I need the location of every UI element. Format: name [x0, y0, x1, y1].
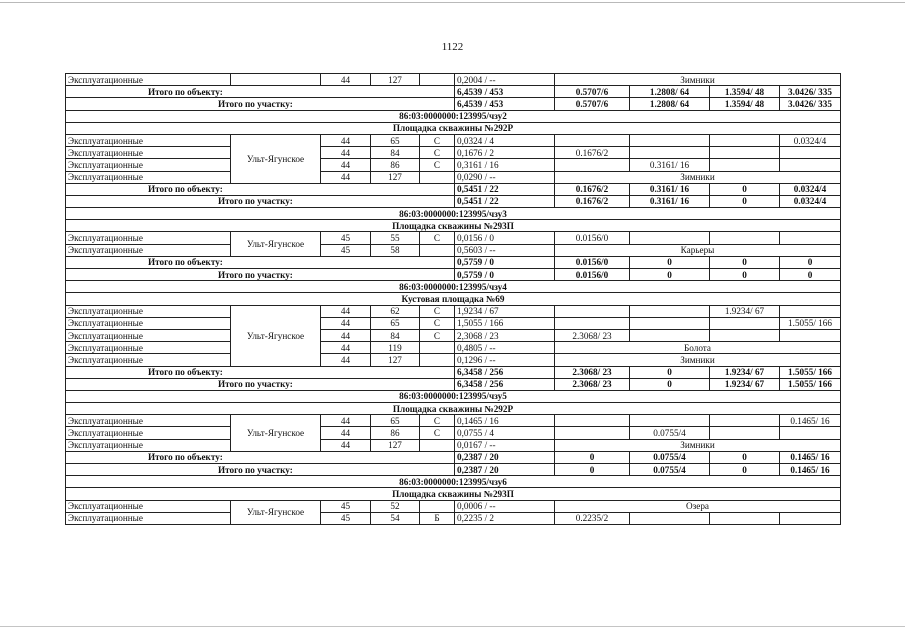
object-total-row [66, 86, 841, 98]
land-type-value-cell: 1.5055/ 166 [780, 317, 841, 329]
section-heading: 86:03:0000000:123995/чзу3 [66, 208, 841, 220]
land-type-cell: Карьеры [555, 244, 841, 256]
quarter-cell: 44 [321, 317, 371, 329]
lot-cell: 65 [371, 317, 420, 329]
plot-category-cell: Эксплуатационные [66, 244, 231, 256]
area-cell: 0,0006 / -- [455, 500, 555, 512]
plot-category-cell: Эксплуатационные [66, 147, 231, 159]
land-type-cell: Озера [555, 500, 841, 512]
land-type-value-cell: 0.1465/ 16 [780, 415, 841, 427]
forest-type-cell: С [420, 134, 455, 146]
object-total-row [66, 366, 841, 378]
lot-cell: 54 [371, 512, 420, 524]
section-heading: 86:03:0000000:123995/чзу5 [66, 390, 841, 402]
plot-category-cell: Эксплуатационные [66, 415, 231, 427]
total-label-cell: Итого по участку: [66, 378, 455, 390]
area-cell: 0,2004 / -- [455, 74, 555, 86]
land-type-value-cell [555, 415, 630, 427]
lot-cell: 86 [371, 159, 420, 171]
total-value-cell: 0,2387 / 20 [455, 464, 555, 476]
land-type-value-cell [555, 305, 630, 317]
lot-cell: 127 [371, 74, 420, 86]
table-row [66, 232, 841, 244]
land-type-value-cell [780, 159, 841, 171]
total-value-cell: 6,3458 / 256 [455, 378, 555, 390]
total-value-cell: 0.3161/ 16 [630, 195, 710, 207]
object-total-row [66, 183, 841, 195]
field-name-cell [231, 74, 321, 86]
field-name-cell: Ульт-Ягунское [231, 415, 321, 452]
land-type-value-cell [630, 305, 710, 317]
total-label-cell: Итого по объекту: [66, 256, 455, 268]
total-value-cell: 0.1676/2 [555, 195, 630, 207]
forest-type-cell: С [420, 415, 455, 427]
total-value-cell: 0,5759 / 0 [455, 269, 555, 281]
quarter-cell: 44 [321, 342, 371, 354]
plot-category-cell: Эксплуатационные [66, 329, 231, 341]
total-value-cell: 0 [710, 256, 780, 268]
total-value-cell: 2.3068/ 23 [555, 366, 630, 378]
forest-type-cell [420, 500, 455, 512]
quarter-cell: 45 [321, 232, 371, 244]
forest-type-cell: С [420, 232, 455, 244]
total-value-cell: 0.0324/4 [780, 183, 841, 195]
table-row [66, 134, 841, 146]
area-cell: 0,1676 / 2 [455, 147, 555, 159]
land-type-value-cell: 1.9234/ 67 [710, 305, 780, 317]
total-label-cell: Итого по объекту: [66, 183, 455, 195]
section-heading-row [66, 293, 841, 305]
plot-category-cell: Эксплуатационные [66, 305, 231, 317]
area-cell: 0,4805 / -- [455, 342, 555, 354]
total-value-cell: 0.0324/4 [780, 195, 841, 207]
total-value-cell: 0 [630, 378, 710, 390]
quarter-cell: 44 [321, 305, 371, 317]
total-value-cell: 0.5707/6 [555, 98, 630, 110]
plot-category-cell: Эксплуатационные [66, 512, 231, 524]
total-label-cell: Итого по объекту: [66, 451, 455, 463]
forest-type-cell [420, 439, 455, 451]
total-value-cell: 0.0156/0 [555, 256, 630, 268]
section-heading-row [66, 403, 841, 415]
plot-category-cell: Эксплуатационные [66, 500, 231, 512]
lot-cell: 119 [371, 342, 420, 354]
land-type-value-cell [630, 329, 710, 341]
land-type-value-cell: 0.1676/2 [555, 147, 630, 159]
land-type-value-cell [780, 232, 841, 244]
plot-category-cell: Эксплуатационные [66, 427, 231, 439]
forest-type-cell: С [420, 305, 455, 317]
area-cell: 0,0156 / 0 [455, 232, 555, 244]
section-heading: Площадка скважины №293П [66, 220, 841, 232]
plot-category-cell: Эксплуатационные [66, 354, 231, 366]
field-name-cell: Ульт-Ягунское [231, 232, 321, 256]
area-cell: 0,1465 / 16 [455, 415, 555, 427]
land-type-value-cell [630, 232, 710, 244]
total-value-cell: 0.1676/2 [555, 183, 630, 195]
section-heading-row [66, 110, 841, 122]
total-value-cell: 0.0156/0 [555, 269, 630, 281]
table-row [66, 439, 841, 451]
quarter-cell: 44 [321, 439, 371, 451]
total-value-cell: 1.9234/ 67 [710, 378, 780, 390]
lot-cell: 55 [371, 232, 420, 244]
land-type-value-cell [555, 159, 630, 171]
land-type-value-cell [630, 317, 710, 329]
total-value-cell: 1.2808/ 64 [630, 98, 710, 110]
site-total-row [66, 98, 841, 110]
table-row [66, 317, 841, 329]
site-total-row [66, 378, 841, 390]
bottom-border-line [0, 626, 905, 627]
forest-type-cell: С [420, 329, 455, 341]
land-type-value-cell [630, 415, 710, 427]
land-type-cell: Болота [555, 342, 841, 354]
total-value-cell: 1.2808/ 64 [630, 86, 710, 98]
table-row [66, 342, 841, 354]
lot-cell: 65 [371, 415, 420, 427]
total-value-cell: 0.0755/4 [630, 464, 710, 476]
total-value-cell: 0 [630, 366, 710, 378]
lot-cell: 127 [371, 354, 420, 366]
total-label-cell: Итого по участку: [66, 464, 455, 476]
total-value-cell: 0,5451 / 22 [455, 195, 555, 207]
land-type-value-cell: 0.3161/ 16 [630, 159, 710, 171]
land-type-value-cell [555, 427, 630, 439]
lot-cell: 58 [371, 244, 420, 256]
section-heading: 86:03:0000000:123995/чзу6 [66, 476, 841, 488]
total-value-cell: 3.0426/ 335 [780, 86, 841, 98]
lot-cell: 65 [371, 134, 420, 146]
table-row [66, 305, 841, 317]
total-value-cell: 0 [630, 256, 710, 268]
land-type-value-cell: 2.3068/ 23 [555, 329, 630, 341]
table-row [66, 147, 841, 159]
land-type-value-cell [630, 512, 710, 524]
quarter-cell: 45 [321, 500, 371, 512]
table-row [66, 512, 841, 524]
land-plot-table [65, 73, 841, 525]
land-type-value-cell [630, 147, 710, 159]
section-heading-row [66, 281, 841, 293]
site-total-row [66, 269, 841, 281]
plot-category-cell: Эксплуатационные [66, 439, 231, 451]
section-heading: Площадка скважины №292Р [66, 403, 841, 415]
land-type-value-cell [710, 415, 780, 427]
quarter-cell: 44 [321, 171, 371, 183]
forest-type-cell: С [420, 147, 455, 159]
total-value-cell: 0.1465/ 16 [780, 464, 841, 476]
total-value-cell: 1.9234/ 67 [710, 366, 780, 378]
total-value-cell: 1.5055/ 166 [780, 378, 841, 390]
section-heading: Кустовая площадка №69 [66, 293, 841, 305]
plot-category-cell: Эксплуатационные [66, 159, 231, 171]
area-cell: 0,0755 / 4 [455, 427, 555, 439]
land-type-value-cell [780, 329, 841, 341]
land-type-value-cell [780, 427, 841, 439]
land-type-value-cell: 0.0156/0 [555, 232, 630, 244]
land-type-value-cell [710, 232, 780, 244]
quarter-cell: 44 [321, 74, 371, 86]
total-value-cell: 0 [780, 256, 841, 268]
table-row [66, 354, 841, 366]
table-row [66, 74, 841, 86]
total-value-cell: 1.5055/ 166 [780, 366, 841, 378]
total-value-cell: 6,4539 / 453 [455, 86, 555, 98]
table-row [66, 500, 841, 512]
section-heading-row [66, 488, 841, 500]
land-type-value-cell: 0.0324/4 [780, 134, 841, 146]
total-value-cell: 0 [555, 451, 630, 463]
object-total-row [66, 451, 841, 463]
quarter-cell: 44 [321, 415, 371, 427]
quarter-cell: 45 [321, 512, 371, 524]
total-value-cell: 6,3458 / 256 [455, 366, 555, 378]
section-heading-row [66, 220, 841, 232]
plot-category-cell: Эксплуатационные [66, 342, 231, 354]
total-label-cell: Итого по участку: [66, 98, 455, 110]
total-label-cell: Итого по участку: [66, 195, 455, 207]
land-type-value-cell [555, 317, 630, 329]
section-heading-row [66, 122, 841, 134]
field-name-cell: Ульт-Ягунское [231, 134, 321, 183]
section-heading-row [66, 390, 841, 402]
object-total-row [66, 256, 841, 268]
total-value-cell: 3.0426/ 335 [780, 98, 841, 110]
forest-type-cell [420, 171, 455, 183]
land-type-value-cell: 0.2235/2 [555, 512, 630, 524]
total-value-cell: 0,5451 / 22 [455, 183, 555, 195]
area-cell: 0,1296 / -- [455, 354, 555, 366]
total-value-cell: 0 [780, 269, 841, 281]
plot-category-cell: Эксплуатационные [66, 317, 231, 329]
area-cell: 0,0167 / -- [455, 439, 555, 451]
section-heading: 86:03:0000000:123995/чзу4 [66, 281, 841, 293]
land-type-value-cell [780, 147, 841, 159]
land-type-value-cell: 0.0755/4 [630, 427, 710, 439]
land-type-value-cell [555, 134, 630, 146]
land-type-cell: Зимники [555, 354, 841, 366]
total-value-cell: 0 [710, 451, 780, 463]
plot-category-cell: Эксплуатационные [66, 134, 231, 146]
total-value-cell: 0.1465/ 16 [780, 451, 841, 463]
land-type-value-cell [710, 317, 780, 329]
quarter-cell: 45 [321, 244, 371, 256]
land-type-value-cell [710, 512, 780, 524]
field-name-cell: Ульт-Ягунское [231, 500, 321, 524]
area-cell: 1,5055 / 166 [455, 317, 555, 329]
table-row [66, 244, 841, 256]
section-heading-row [66, 476, 841, 488]
quarter-cell: 44 [321, 147, 371, 159]
lot-cell: 62 [371, 305, 420, 317]
total-value-cell: 0.5707/6 [555, 86, 630, 98]
site-total-row [66, 195, 841, 207]
section-heading: Площадка скважины №292Р [66, 122, 841, 134]
land-type-value-cell [780, 305, 841, 317]
total-label-cell: Итого по объекту: [66, 366, 455, 378]
forest-type-cell: Б [420, 512, 455, 524]
forest-type-cell [420, 244, 455, 256]
area-cell: 1,9234 / 67 [455, 305, 555, 317]
total-value-cell: 0,2387 / 20 [455, 451, 555, 463]
field-name-cell: Ульт-Ягунское [231, 305, 321, 366]
area-cell: 0,0290 / -- [455, 171, 555, 183]
lot-cell: 52 [371, 500, 420, 512]
total-value-cell: 0 [710, 269, 780, 281]
site-total-row [66, 464, 841, 476]
forest-type-cell [420, 74, 455, 86]
total-value-cell: 6,4539 / 453 [455, 98, 555, 110]
table-row [66, 415, 841, 427]
quarter-cell: 44 [321, 134, 371, 146]
plot-category-cell: Эксплуатационные [66, 232, 231, 244]
forest-type-cell [420, 342, 455, 354]
plot-category-cell: Эксплуатационные [66, 74, 231, 86]
total-value-cell: 1.3594/ 48 [710, 98, 780, 110]
quarter-cell: 44 [321, 354, 371, 366]
page-number: 1122 [441, 41, 464, 53]
area-cell: 0,5603 / -- [455, 244, 555, 256]
quarter-cell: 44 [321, 329, 371, 341]
total-value-cell: 0,5759 / 0 [455, 256, 555, 268]
total-value-cell: 0 [555, 464, 630, 476]
land-type-value-cell [710, 147, 780, 159]
lot-cell: 127 [371, 171, 420, 183]
forest-type-cell: С [420, 317, 455, 329]
top-border-line [0, 2, 905, 3]
land-type-value-cell [710, 329, 780, 341]
forest-type-cell: С [420, 427, 455, 439]
total-label-cell: Итого по участку: [66, 269, 455, 281]
land-type-value-cell [780, 512, 841, 524]
lot-cell: 84 [371, 329, 420, 341]
total-value-cell: 1.3594/ 48 [710, 86, 780, 98]
quarter-cell: 44 [321, 159, 371, 171]
land-type-value-cell [630, 134, 710, 146]
lot-cell: 84 [371, 147, 420, 159]
section-heading-row [66, 208, 841, 220]
total-value-cell: 0 [710, 195, 780, 207]
total-value-cell: 0.0755/4 [630, 451, 710, 463]
total-value-cell: 0 [710, 183, 780, 195]
area-cell: 0,3161 / 16 [455, 159, 555, 171]
table-row [66, 427, 841, 439]
lot-cell: 127 [371, 439, 420, 451]
total-label-cell: Итого по объекту: [66, 86, 455, 98]
section-heading: 86:03:0000000:123995/чзу2 [66, 110, 841, 122]
land-type-cell: Зимники [555, 439, 841, 451]
plot-category-cell: Эксплуатационные [66, 171, 231, 183]
land-type-value-cell [710, 134, 780, 146]
land-type-cell: Зимники [555, 171, 841, 183]
area-cell: 0,2235 / 2 [455, 512, 555, 524]
land-type-cell: Зимники [555, 74, 841, 86]
area-cell: 2,3068 / 23 [455, 329, 555, 341]
forest-type-cell [420, 354, 455, 366]
table-row [66, 159, 841, 171]
total-value-cell: 2.3068/ 23 [555, 378, 630, 390]
lot-cell: 86 [371, 427, 420, 439]
land-type-value-cell [710, 427, 780, 439]
area-cell: 0,0324 / 4 [455, 134, 555, 146]
land-type-value-cell [710, 159, 780, 171]
table-row [66, 171, 841, 183]
table-row [66, 329, 841, 341]
quarter-cell: 44 [321, 427, 371, 439]
total-value-cell: 0 [630, 269, 710, 281]
total-value-cell: 0 [710, 464, 780, 476]
total-value-cell: 0.3161/ 16 [630, 183, 710, 195]
section-heading: Площадка скважины №293П [66, 488, 841, 500]
forest-type-cell: С [420, 159, 455, 171]
